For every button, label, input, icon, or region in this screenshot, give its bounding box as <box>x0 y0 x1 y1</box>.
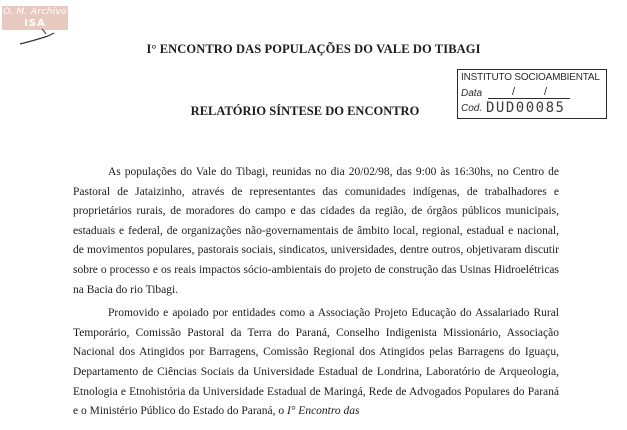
paragraph-2-text: Promovido e apoiado por entidades como a Associação Projeto Educação do Assalariado Rural Temporário, Comissão Pastoral da Terra do Paraná, Conselho Indigenista Missionário, Associação Nacional dos Atingidos por Barragens, Comissão Regional dos Atingidos pelas Barragens do Iguaçu, Departamento de Ciências Sociais da Universidade Estadual de Londrina, Laboratório de Arqueologia, Etnologia e Etnohistória da Universidade Estadual de Maringá, Rede de Advogados Populares do Paraná e o Ministério Público do Estado do Paraná, o <box>73 307 559 418</box>
paragraph-2 <box>73 304 559 422</box>
stamp-code-value: DUD00085 <box>486 100 566 116</box>
stamp-date-line <box>488 98 570 99</box>
stamp-date-label: Data <box>461 88 483 99</box>
stamp-date-separator: / <box>544 86 548 98</box>
stamp-organization: INSTITUTO SOCIOAMBIENTAL <box>461 72 600 83</box>
body-text <box>73 163 559 422</box>
logo-line-2: ISA <box>24 18 46 29</box>
logo-line-1: O. M. Archivo <box>3 7 67 17</box>
stamp-date-separator: / <box>512 86 516 98</box>
document-subtitle: RELATÓRIO SÍNTESE DO ENCONTRO <box>190 104 420 118</box>
paragraph-2-italic: I° Encontro das <box>287 405 360 418</box>
stamp-code-label: Cod. <box>461 103 483 114</box>
paragraph-1: As populações do Vale do Tibagi, reunidas no dia 20/02/98, das 9:00 às 16:30hs, no Centro de Pastoral de Jataizinho, através de representantes das comunidades indígenas, de trabalhadores e proprietários rurais, de moradores do campo e das cidades da região, de órgãos públicos municipais, estaduais e federal, de organizações não-governamentais de âmbito local, regional, estadual e nacional, de movimentos populares, pastorais sociais, sindicatos, universidades, dentre outros, objetivaram discutir sobre o processo e os reais impactos sócio-ambientais do projeto de construção das Usinas Hidroelétricas na Bacia do rio Tibagi. <box>73 166 559 296</box>
document-title: I° ENCONTRO DAS POPULAÇÕES DO VALE DO TIBAGI <box>146 42 481 56</box>
